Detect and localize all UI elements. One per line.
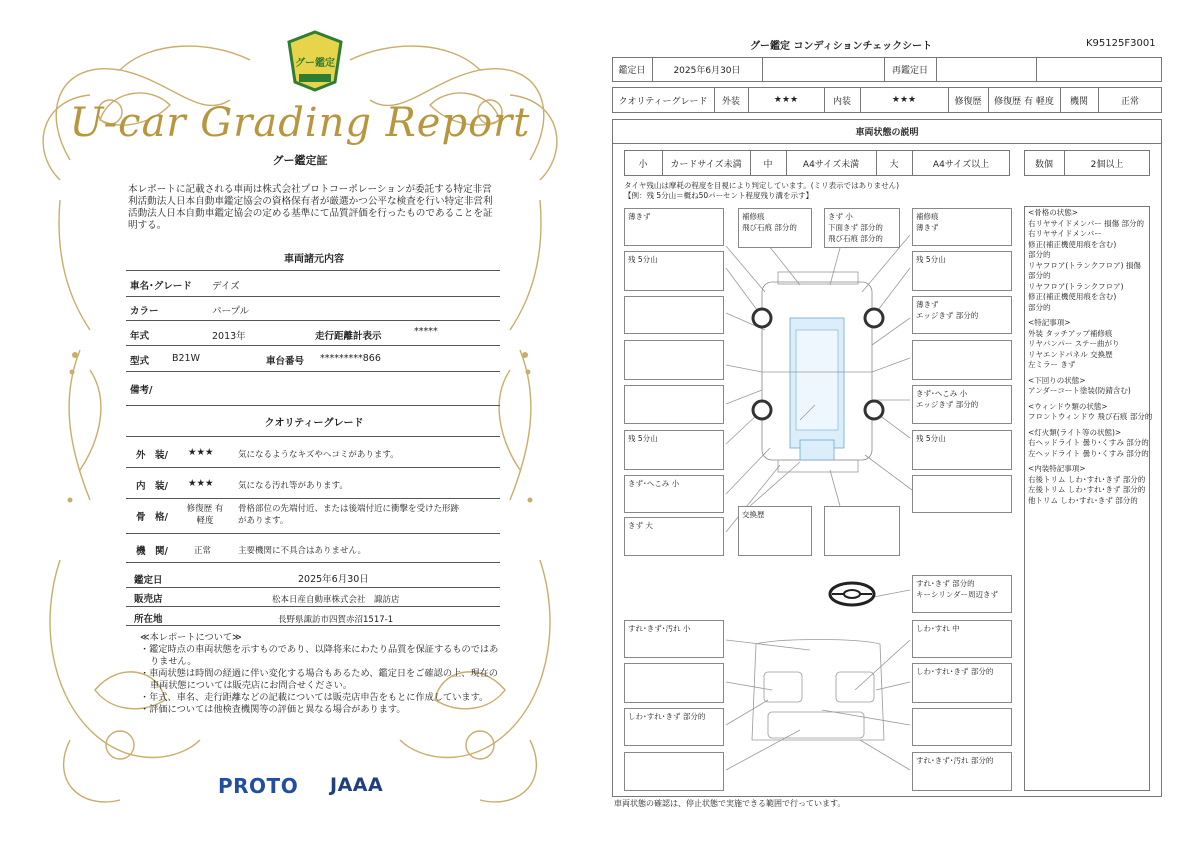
exterior-rear-end-box: 交換歴 [738,506,812,556]
date-label: 鑑定日 [618,66,646,76]
interior-grade-comment: 気になる汚れ等があります。 [238,481,348,491]
exterior-left-box-5 [624,385,724,424]
exterior-rear-left-box: きず･へこみ 小 [624,475,724,513]
engine-value: 正常 [1120,96,1139,107]
dealer-value: 松本日産自動車株式会社 諏訪店 [272,595,400,605]
tire-front-right-box: 残 5分山 [912,251,1012,291]
mileage-label: 走行距離計表示 [315,331,382,342]
model-label: 型式 [130,356,150,367]
year-label: 年式 [130,331,150,342]
frame-grade-comment: 骨格部位の先端付近、または後端付近に衝撃を受けた形跡 があります。 [238,504,460,526]
condition-notes [1028,208,1153,506]
interior-label: 内装 [832,96,851,107]
tire-note: タイヤ残山は摩耗の程度を目視により判定しています。(ミリ表示ではありません) [624,181,900,190]
model-value: B21W [172,353,200,364]
condition-note-line: 他トリム しわ･すれ･きず 部分的 [1028,495,1138,505]
badge-label: グー鑑定 [295,58,335,69]
year-value: 2013年 [212,331,246,342]
exterior-front-right-box: 補修痕 薄きず [912,208,1012,246]
exterior-right-box-3: 薄きず エッジきず 部分的 [912,296,1012,334]
grade-title: クオリティーグレード [264,418,364,429]
engine-label: 機関 [1069,96,1088,107]
steering-wheel-icon [830,583,874,605]
color-label: カラー [130,306,159,317]
specs-title: 車両諸元内容 [284,254,344,265]
condition-note-line: フロントウィンドウ 飛び石痕 部分的 [1028,412,1153,421]
exterior-grade-rating: ★★★ [188,447,214,458]
interior-right-box-4: すれ･きず･汚れ 部分的 [912,752,1012,791]
condition-note-line: <下回りの状態> [1028,375,1086,385]
legend-count: 数個 [1034,159,1053,170]
repair-value: 修復歴 有 軽度 [994,96,1054,107]
condition-note-line: 右ヘッドライト 曇り･くすみ 部分的 [1028,438,1149,447]
interior-grade-rating: ★★★ [188,478,214,489]
mileage-value: ***** [414,326,438,337]
sheet-footer: 車両状態の確認は、停止状態で実施できる範囲で行っています。 [614,799,846,808]
engine-grade-label: 機 関/ [136,546,168,557]
interior-right-box-3 [912,708,1012,746]
engine-grade-comment: 主要機関に不具合はありません。 [238,546,367,556]
address-label: 所在地 [134,614,163,625]
exterior-rear-right-box [912,475,1012,513]
condition-note-line: 右後トリム しわ･すれ･きず 部分的 [1028,474,1146,484]
condition-note-line: 修正(補正機使用痕を含む) [1028,292,1117,301]
condition-note-line: 部分的 [1028,302,1051,312]
frame-grade-rating: 修復歴 有 軽度 [186,504,224,526]
quality-grade-label: クオリティーグレード [618,96,708,107]
legend-mid-desc: A4サイズ未満 [802,159,860,170]
chassis-label: 車台番号 [266,356,305,367]
note-item: ・鑑定時点の車両状態を示すものであり、以降将来にわたり品質を保証するものではありません。 [140,644,499,667]
condition-title: 車両状態の説明 [612,119,1162,144]
exterior-left-box-4 [624,340,724,380]
legend-large: 大 [889,159,899,170]
certificate-text: 本レポートに記載される車両は株式会社プロトコーポレーションが委託する特定非営利活動法人日本自動車鑑定協会の資格保有者が厳選かつ公平な検査を行い特定非営利活動法人日本自動車鑑定協会の定める基準にて品質評価を行ったものであることを証明する。 [128,184,493,231]
exterior-grade-label: 外 装/ [136,450,168,461]
sheet-id: K95125F3001 [1086,38,1156,49]
condition-note-line: 外装 タッチアップ補修痕 [1028,328,1113,338]
note-item: ・年式、車名、走行距離などの記載については販売店申告をもとに作成しています。 [140,692,489,703]
goo-appraisal-badge [285,30,345,92]
legend-small: 小 [638,159,648,170]
steering-box: すれ･きず 部分的 キーシリンダー周辺きず [912,575,1012,613]
condition-note-line: 左ミラー きず [1028,360,1076,369]
condition-note-line: <灯火類(ライト等の状態)> [1028,427,1122,437]
condition-note-line: <骨格の状態> [1028,208,1079,217]
reinspect-label: 再鑑定日 [891,66,928,76]
report-title: U-car Grading Report [69,100,531,146]
exterior-right-box-4 [912,340,1012,380]
jaaa-logo: JAAA [330,774,384,796]
condition-note-line: 右リヤサイドメンバー [1028,229,1102,238]
address-value: 長野県諏訪市四賀赤沼1517-1 [278,615,394,625]
condition-note-line: 部分的 [1028,250,1051,259]
exterior-roof-box: きず 小 下面きず 部分的 飛び石痕 部分的 [824,208,900,248]
exterior-left-box-3 [624,296,724,334]
interior-right-box-1: しわ･すれ 中 [912,620,1012,658]
car-name-label: 車名･グレード [130,281,192,292]
interior-left-box-4 [624,752,724,791]
legend-count-desc: 2個以上 [1090,159,1124,170]
legend-large-desc: A4サイズ以上 [932,159,990,170]
condition-note-line: <特記事項> [1028,318,1071,327]
tire-note-example: 【例：残 5分山＝概ね50パーセント程度残り溝を示す】 [624,191,814,200]
condition-note-line: 左ヘッドライト 曇り･くすみ 部分的 [1028,448,1149,458]
appraisal-date-label: 鑑定日 [134,575,163,586]
legend-small-desc: カードサイズ未満 [670,159,742,170]
dealer-label: 販売店 [134,594,163,605]
tire-rear-right-box: 残 5分山 [912,430,1012,470]
interior-left-box-3: しわ･すれ･きず 部分的 [624,708,724,746]
exterior-rear-box: きず 大 [624,517,724,556]
condition-note-line: アンダーコート塗装(防錆含む) [1028,386,1131,395]
interior-right-box-2: しわ･すれ･きず 部分的 [912,663,1012,703]
notes-title: ≪本レポートについて≫ [140,632,242,643]
condition-note-line: 修正(補正機使用痕を含む) [1028,239,1117,249]
chassis-value: *********866 [320,353,381,364]
engine-grade-rating: 正常 [194,546,212,556]
appraisal-date-value: 2025年6月30日 [298,574,369,585]
remarks-label: 備考/ [130,385,153,396]
exterior-grade-comment: 気になるようなキズやヘコミがあります。 [238,450,399,460]
exterior-front-box: 補修痕 飛び石痕 部分的 [738,208,812,248]
legend-mid: 中 [763,159,773,170]
interior-rating: ★★★ [891,95,917,105]
condition-note-line: リヤフロア(トランクフロア) [1028,281,1124,291]
condition-note-line: <内装特記事項> [1028,464,1086,473]
condition-note-line: リヤエンドパネル 交換歴 [1028,349,1113,359]
condition-note-line: 左後トリム しわ･すれ･きず 部分的 [1028,485,1146,494]
condition-note-line: リヤバンパー ステー曲がり [1028,339,1120,348]
condition-note-line: 右リヤサイドメンバー 損傷 部分的 [1028,218,1144,228]
exterior-label: 外装 [721,96,740,107]
exterior-right-box-5: きず･へこみ 小 エッジきず 部分的 [912,385,1012,424]
frame-grade-label: 骨 格/ [136,512,168,523]
proto-logo: PROTO [218,774,299,798]
date-value: 2025年6月30日 [673,66,741,76]
condition-note-line: <ウィンドウ類の状態> [1028,401,1108,411]
color-value: パープル [212,306,250,317]
condition-check-sheet [600,0,1200,848]
car-name-value: デイズ [212,281,240,292]
sheet-title: グー鑑定 コンディションチェックシート [750,41,933,52]
exterior-front-left-box: 薄きず [624,208,724,246]
certificate-title: グー鑑定証 [272,154,328,167]
report-notes [140,632,500,716]
interior-left-box-2 [624,663,724,703]
condition-note-line: リヤフロア(トランクフロア) 損傷 [1028,260,1141,270]
tire-rear-left-box: 残 5分山 [624,430,724,470]
note-item: ・車両状態は時間の経過に伴い変化する場合もあるため、鑑定日をご確認の上、現在の車両状態については販売店にお問合せください。 [140,668,498,691]
condition-note-line: 部分的 [1028,271,1051,280]
repair-label: 修復歴 [954,96,982,107]
tire-front-left-box: 残 5分山 [624,251,724,291]
interior-left-box-1: すれ･きず･汚れ 小 [624,620,724,658]
exterior-rating: ★★★ [773,95,799,105]
note-item: ・評価については他検査機関等の評価と異なる場合があります。 [140,704,406,715]
exterior-rear-bumper-box [824,506,900,556]
interior-grade-label: 内 装/ [136,481,168,492]
